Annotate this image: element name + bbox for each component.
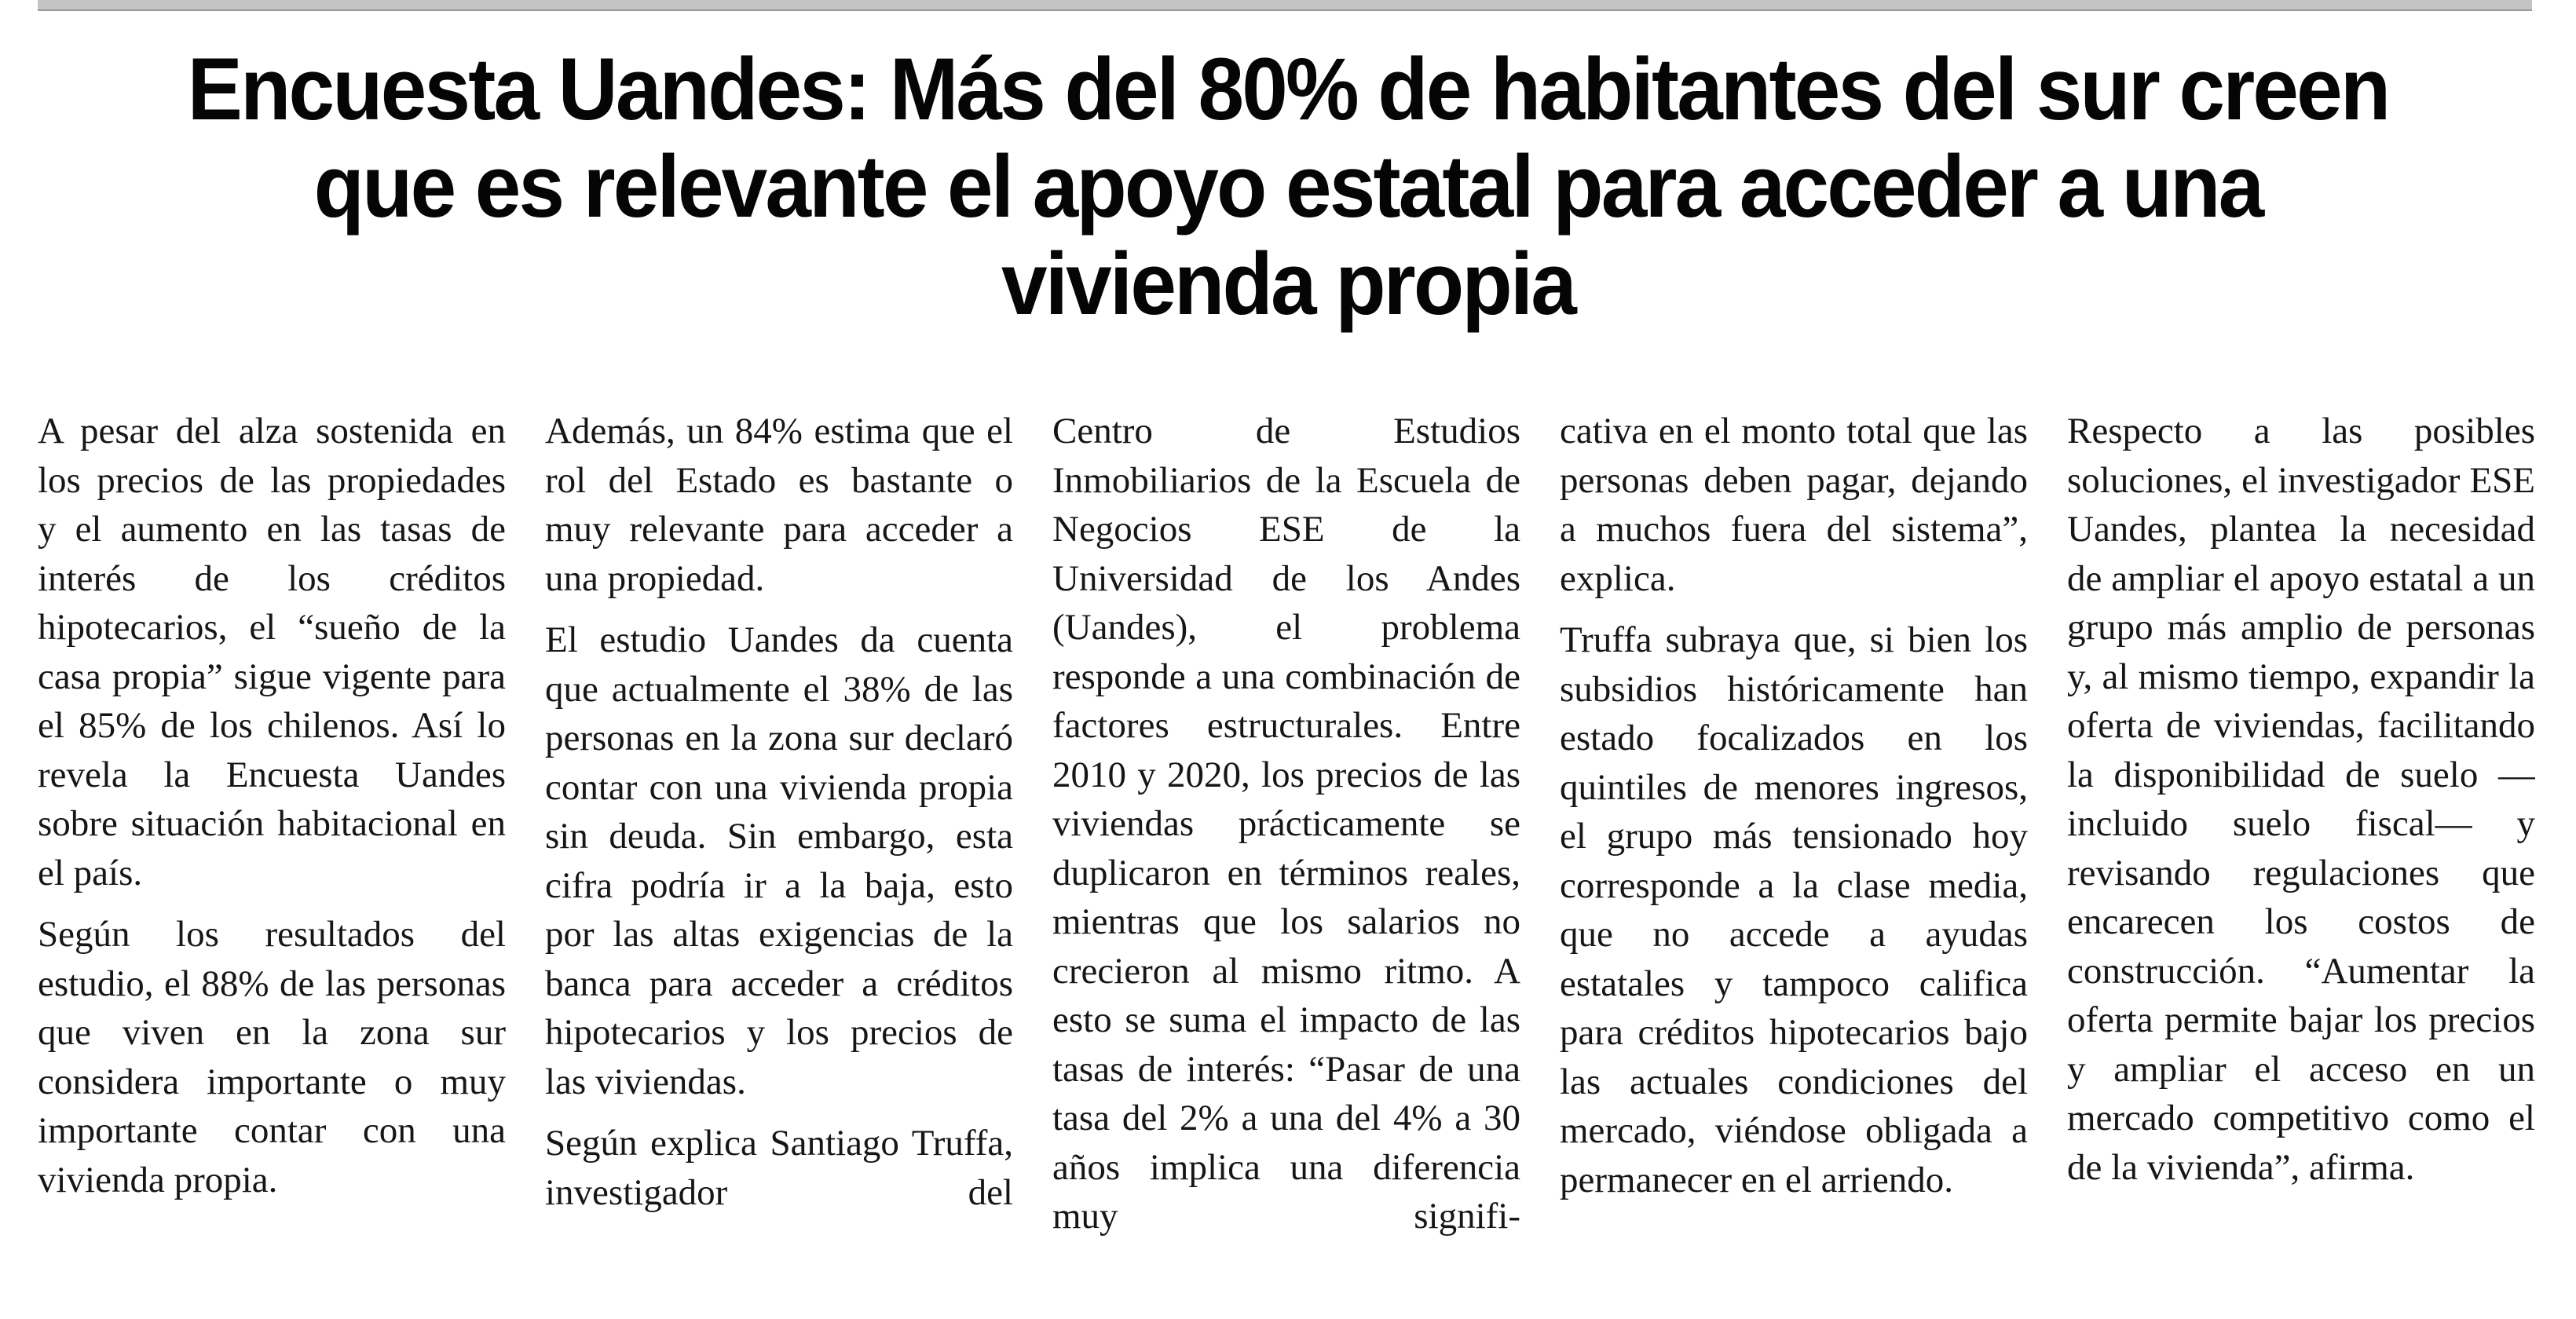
paragraph: Centro de Estudios Inmobiliarios de la Escuela de Negocios ESE de la Universidad de los Andes (Uandes), el problema responde a una combinación de factores estructurales. Entre 2010 y 2020, los precios de las viviendas prácticamente se duplicaron en términos reales, mientras que los salarios no crecieron al mismo ritmo. A esto se suma el impacto de las tasas de interés: “Pasar de una tasa del 2% a una del 4% a 30 años implica una diferencia muy signifi- [1052,411,1520,1237]
paragraph: cativa en el monto total que las personas deben pagar, dejando a muchos fuera del sistema”, explica. [1560,411,2028,599]
text-column-5 [2067,407,2535,1310]
paragraph: Además, un 84% estima que el rol del Estado es bastante o muy relevante para acceder a una propiedad. [545,411,1013,599]
top-border-rule [38,0,2532,11]
article-headline [107,41,2469,333]
article-body [38,407,2535,1310]
paragraph: Según explica Santiago Truffa, investigador del [545,1123,1013,1213]
paragraph: El estudio Uandes da cuenta que actualmente el 38% de las personas en la zona sur declaró contar con una vivienda propia sin deuda. Sin embargo, esta cifra podría ir a la baja, esto por las altas exigencias de la banca para acceder a créditos hipotecarios y los precios de las viviendas. [545,619,1013,1102]
paragraph: A pesar del alza sostenida en los precios de las propiedades y el aumento en las tasas de interés de los créditos hipotecarios, el “sueño de la casa propia” sigue vigente para el 85% de los chilenos. Así lo revela la Encuesta Uandes sobre situación habitacional en el país. [38,411,506,893]
text-column-1 [38,407,506,1310]
text-column-3 [1052,407,1520,1310]
headline-line-2: que es relevante el apoyo estatal para acceder a una [313,137,2263,236]
text-column-2 [545,407,1013,1310]
paragraph: Según los resultados del estudio, el 88% de las personas que viven en la zona sur considera importante o muy importante contar con una vivienda propia. [38,914,506,1200]
paragraph: Respecto a las posibles soluciones, el investigador ESE Uandes, plantea la necesidad de ampliar el apoyo estatal a un grupo más amplio de personas y, al mismo tiempo, expandir la oferta de viviendas, facilitando la disponibilidad de suelo —incluido suelo fiscal— y revisando regulaciones que encarecen los costos de construcción. “Aumentar la oferta permite bajar los precios y ampliar el acceso en un mercado competitivo como el de la vivienda”, afirma. [2067,411,2535,1188]
headline-line-3: vivienda propia [1001,235,1575,333]
paragraph: Truffa subraya que, si bien los subsidios históricamente han estado focalizados en los quintiles de menores ingresos, el grupo más tensionado hoy corresponde a la clase media, que no accede a ayudas estatales y tampoco califica para créditos hipotecarios bajo las actuales condiciones del mercado, viéndose obligada a permanecer en el arriendo. [1560,619,2028,1200]
headline-line-1: Encuesta Uandes: Más del 80% de habitantes del sur creen [187,40,2389,138]
text-column-4 [1560,407,2028,1310]
